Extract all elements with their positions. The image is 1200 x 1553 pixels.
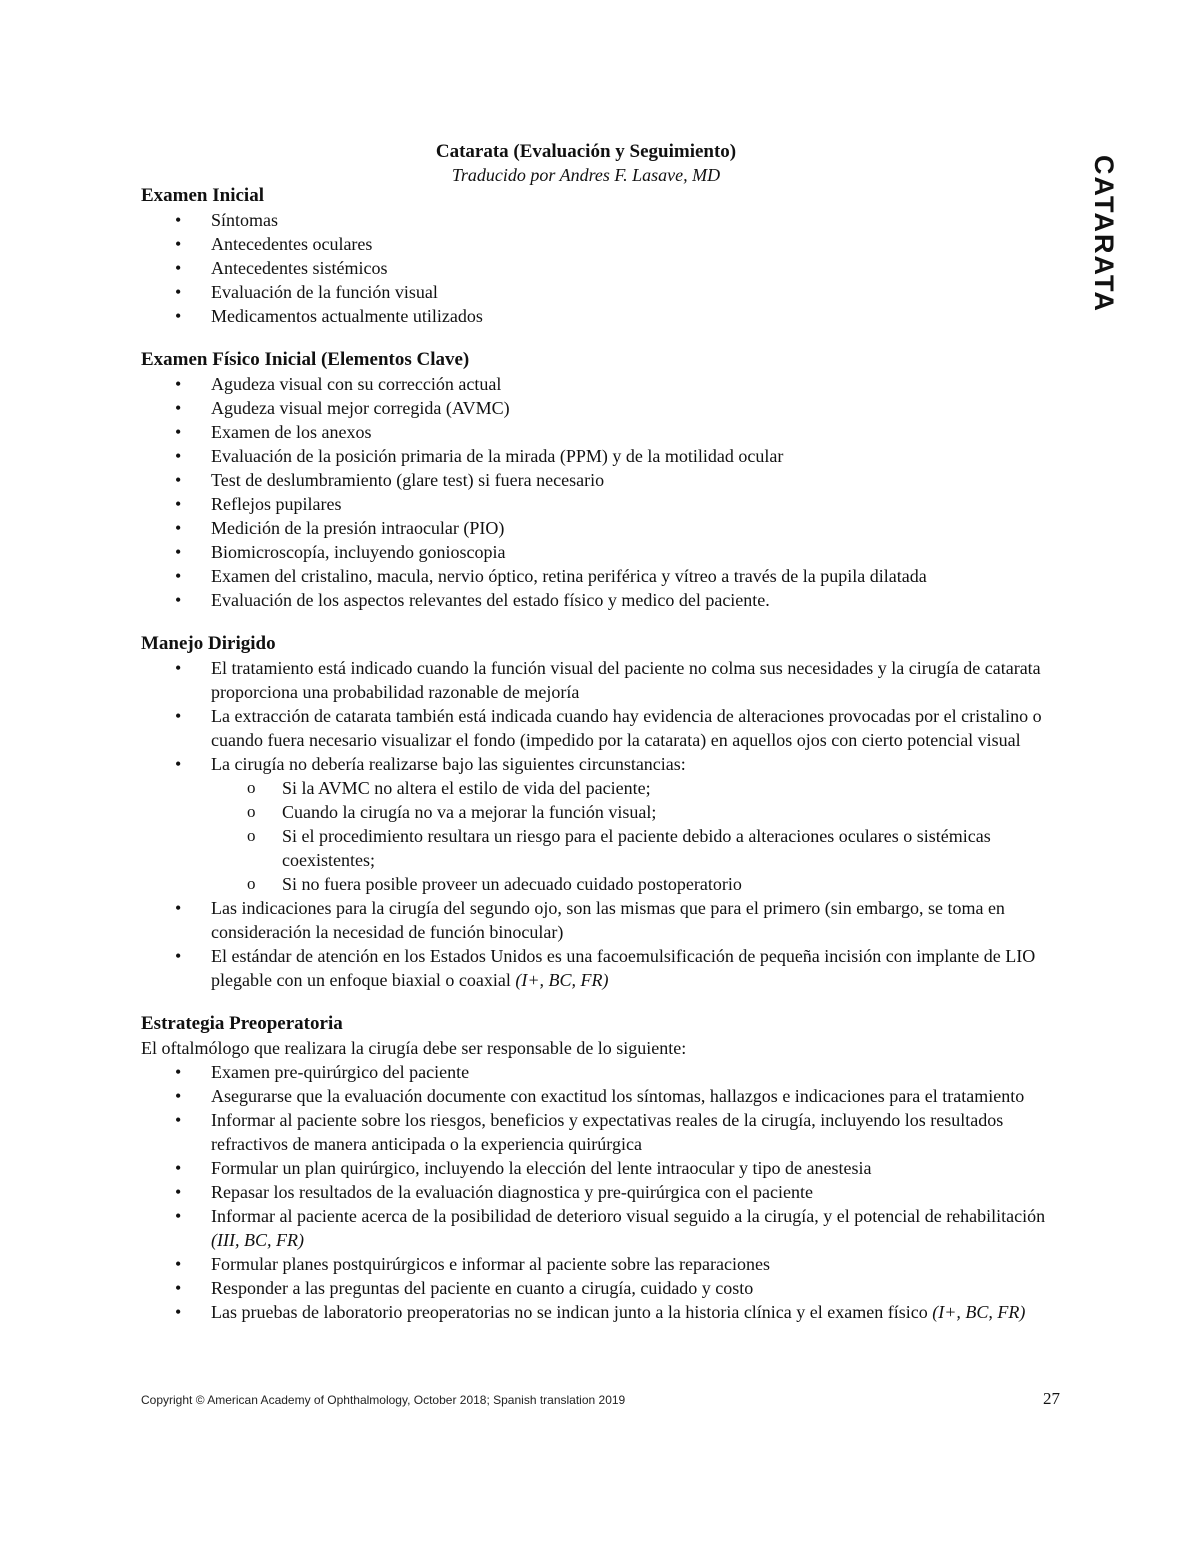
list-item <box>141 492 1061 516</box>
list-item <box>141 304 1061 328</box>
list-item-text: Informar al paciente acerca de la posibilidad de deterioro visual seguido a la cirugía, y el potencial de rehabilitación <box>211 1206 1046 1226</box>
section <box>141 1012 1061 1324</box>
list-item <box>141 1276 1061 1300</box>
list-item-text: Evaluación de los aspectos relevantes del estado físico y medico del paciente. <box>211 590 770 610</box>
list-item <box>141 468 1061 492</box>
list-item-text: El estándar de atención en los Estados Unidos es una facoemulsificación de pequeña incisión con implante de LIO plegable con un enfoque biaxial o coaxial <box>211 946 1036 990</box>
list-item-text: Responder a las preguntas del paciente en cuanto a cirugía, cuidado y costo <box>211 1278 754 1298</box>
list-item <box>141 1252 1061 1276</box>
section <box>141 184 1061 328</box>
list-item <box>141 1108 1061 1156</box>
list-item <box>141 1084 1061 1108</box>
section-intro: El oftalmólogo que realizara la cirugía debe ser responsable de lo siguiente: <box>141 1038 687 1058</box>
list-item <box>141 944 1061 992</box>
list-item <box>141 540 1061 564</box>
section-heading: Examen Físico Inicial (Elementos Clave) <box>141 349 470 370</box>
side-tab <box>1088 155 1128 315</box>
list-item <box>141 1156 1061 1180</box>
list-item <box>141 208 1061 232</box>
document-body <box>141 184 1061 1344</box>
list-item <box>141 232 1061 256</box>
list-item-text: Formular planes postquirúrgicos e informar al paciente sobre las reparaciones <box>211 1254 770 1274</box>
list-item-text: Examen de los anexos <box>211 422 372 442</box>
list-item-text: Medicamentos actualmente utilizados <box>211 306 483 326</box>
list-item-text: El tratamiento está indicado cuando la función visual del paciente no colma sus necesidades y la cirugía de catarata proporciona una probabilidad razonable de mejoría <box>211 658 1041 702</box>
list-item-text: Formular un plan quirúrgico, incluyendo la elección del lente intraocular y tipo de anestesia <box>211 1158 872 1178</box>
sub-list-item: o Si el procedimiento resultara un riesgo para el paciente debido a alteraciones oculares o sistémicas coexistentes; <box>211 824 1061 872</box>
list-item-text: Informar al paciente sobre los riesgos, beneficios y expectativas reales de la cirugía, incluyendo los resultados refractivos de manera anticipada o la experiencia quirúrgica <box>211 1110 1004 1154</box>
bullet-list <box>141 372 1061 612</box>
list-item-text: Evaluación de la posición primaria de la mirada (PPM) y de la motilidad ocular <box>211 446 784 466</box>
list-item <box>141 1060 1061 1084</box>
page-subtitle: Traducido por Andres F. Lasave, MD <box>451 165 721 185</box>
list-item <box>141 372 1061 396</box>
page-number: 27 <box>1043 1389 1060 1408</box>
list-item <box>141 564 1061 588</box>
list-item <box>141 1180 1061 1204</box>
sub-list-item: o Cuando la cirugía no va a mejorar la función visual; <box>211 800 1061 824</box>
list-item-text: Agudeza visual con su corrección actual <box>211 374 502 394</box>
list-item-text: Asegurarse que la evaluación documente con exactitud los síntomas, hallazgos e indicaciones para el tratamiento <box>211 1086 1025 1106</box>
list-item <box>141 896 1061 944</box>
list-item <box>141 420 1061 444</box>
list-item <box>141 656 1061 704</box>
bullet-list <box>141 1060 1061 1324</box>
section-heading: Estrategia Preoperatoria <box>141 1013 343 1034</box>
list-item-text: Biomicroscopía, incluyendo gonioscopia <box>211 542 506 562</box>
list-item <box>141 1204 1061 1252</box>
list-item <box>141 752 1061 896</box>
list-item-text: Síntomas <box>211 210 279 230</box>
list-item-text: La extracción de catarata también está indicada cuando hay evidencia de alteraciones provocadas por el cristalino o cuando fuera necesario visualizar el fondo (impedido por la catarata) en aquellos ojos con cierto potencial visual <box>211 706 1042 750</box>
list-item-text: Reflejos pupilares <box>211 494 342 514</box>
evidence-rating: (I+, BC, FR) <box>515 970 609 990</box>
list-item-text: Antecedentes oculares <box>211 234 373 254</box>
list-item-text: Agudeza visual mejor corregida (AVMC) <box>211 398 510 418</box>
list-item <box>141 1300 1061 1324</box>
list-item-text: Evaluación de la función visual <box>211 282 438 302</box>
sub-list-item: o Si no fuera posible proveer un adecuado cuidado postoperatorio <box>211 872 1061 896</box>
section <box>141 632 1061 992</box>
list-item <box>141 280 1061 304</box>
list-item-text: Repasar los resultados de la evaluación diagnostica y pre-quirúrgica con el paciente <box>211 1182 813 1202</box>
section-heading: Examen Inicial <box>141 185 264 206</box>
bullet-list <box>141 208 1061 328</box>
section-heading: Manejo Dirigido <box>141 633 276 654</box>
list-item-text: Examen del cristalino, macula, nervio óptico, retina periférica y vítreo a través de la pupila dilatada <box>211 566 927 586</box>
bullet-list <box>141 656 1061 992</box>
list-item <box>141 588 1061 612</box>
list-item-text: Medición de la presión intraocular (PIO) <box>211 518 505 538</box>
list-item <box>141 256 1061 280</box>
evidence-rating: (III, BC, FR) <box>211 1230 304 1250</box>
list-item-text: Test de deslumbramiento (glare test) si fuera necesario <box>211 470 605 490</box>
list-item-text: La cirugía no debería realizarse bajo las siguientes circunstancias: <box>211 754 686 774</box>
list-item <box>141 444 1061 468</box>
sub-list-item: o Si la AVMC no altera el estilo de vida del paciente; <box>211 776 1061 800</box>
list-item-text: Antecedentes sistémicos <box>211 258 388 278</box>
evidence-rating: (I+, BC, FR) <box>932 1302 1026 1322</box>
section <box>141 348 1061 612</box>
sub-list <box>211 776 1061 896</box>
list-item-text: Las pruebas de laboratorio preoperatorias no se indican junto a la historia clínica y el examen físico <box>211 1302 933 1322</box>
list-item <box>141 516 1061 540</box>
page-title: Catarata (Evaluación y Seguimiento) <box>435 141 737 162</box>
list-item <box>141 704 1061 752</box>
list-item <box>141 396 1061 420</box>
list-item-text: Las indicaciones para la cirugía del segundo ojo, son las mismas que para el primero (sin embargo, se toma en consideración la necesidad de función binocular) <box>211 898 1005 942</box>
footer-copyright: Copyright © American Academy of Ophthalmology, October 2018; Spanish translation 2019 <box>141 1393 626 1407</box>
side-tab-label: CATARATA <box>1089 155 1119 313</box>
list-item-text: Examen pre-quirúrgico del paciente <box>211 1062 470 1082</box>
